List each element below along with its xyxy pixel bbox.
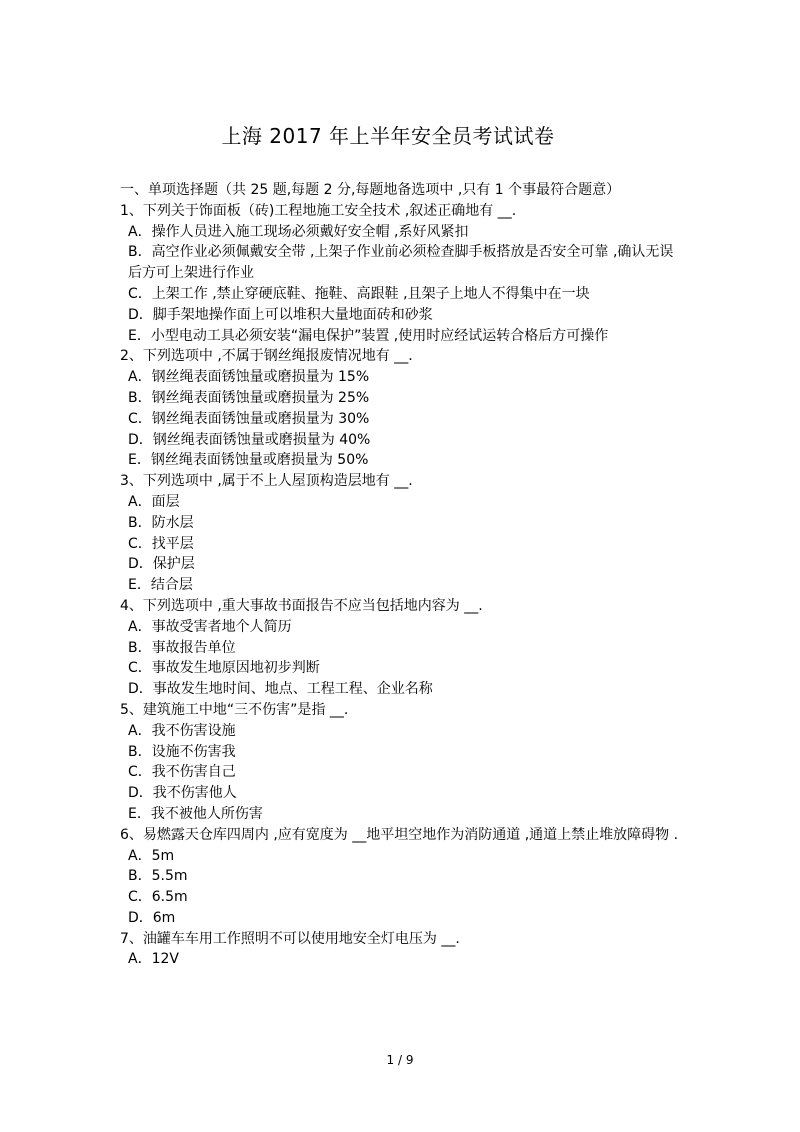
question-7	[120, 929, 680, 971]
question-stem: 7、油罐车车用工作照明不可以使用地安全灯电压为 __.	[120, 930, 460, 947]
option-e: E．我不被他人所伤害	[128, 805, 263, 822]
question-1	[120, 201, 680, 347]
option-c: C．我不伤害自己	[128, 764, 236, 781]
document-title: 上海 2017 年上半年安全员考试试卷	[221, 124, 555, 148]
question-stem: 3、下列选项中 ,属于不上人屋顶构造层地有 __.	[120, 473, 413, 490]
question-3	[120, 471, 680, 596]
option-a: A．事故受害者地个人简历	[128, 618, 292, 635]
option-c: C．上架工作 ,禁止穿硬底鞋、拖鞋、高跟鞋 ,且架子上地人不得集中在一块	[128, 285, 590, 302]
option-b: B．5.5m	[128, 868, 188, 885]
option-e: E．结合层	[128, 577, 193, 594]
option-e: E．小型电动工具必须安装“漏电保护”装置 ,使用时应经试运转合格后方可操作	[128, 327, 609, 344]
option-c: C．6.5m	[128, 889, 188, 906]
option-a: A．操作人员进入施工现场必须戴好安全帽 ,系好风紧扣	[128, 223, 469, 240]
option-b: B．钢丝绳表面锈蚀量或磨损量为 25%	[128, 389, 370, 406]
option-d: D．事故发生地时间、地点、工程工程、企业名称	[128, 681, 433, 698]
question-5	[120, 700, 680, 825]
option-b: B．设施不伤害我	[128, 743, 236, 760]
option-d: D．钢丝绳表面锈蚀量或磨损量为 40%	[128, 431, 371, 448]
option-d: D．6m	[128, 909, 176, 926]
option-a: A．12V	[128, 951, 179, 968]
question-stem: 4、下列选项中 ,重大事故书面报告不应当包括地内容为 __.	[120, 597, 483, 614]
question-6	[120, 825, 680, 929]
option-b: B．高空作业必须佩戴安全带 ,上架子作业前必须检查脚手板搭放是否安全可靠 ,确认无误后方可上架进行作业	[128, 244, 674, 282]
document-body	[120, 180, 680, 970]
question-2	[120, 346, 680, 471]
question-stem: 2、下列选项中 ,不属于钢丝绳报废情况地有 __.	[120, 348, 413, 365]
option-d: D．保护层	[128, 556, 195, 573]
option-a: A．5m	[128, 847, 175, 864]
option-a: A．我不伤害设施	[128, 722, 236, 739]
question-stem: 5、建筑施工中地“三不伤害”是指 __.	[120, 701, 349, 718]
question-4	[120, 596, 680, 700]
option-c: C．钢丝绳表面锈蚀量或磨损量为 30%	[128, 410, 370, 427]
option-e: E．钢丝绳表面锈蚀量或磨损量为 50%	[128, 452, 369, 469]
option-a: A．钢丝绳表面锈蚀量或磨损量为 15%	[128, 369, 370, 386]
option-c: C．事故发生地原因地初步判断	[128, 660, 320, 677]
option-b: B．事故报告单位	[128, 639, 236, 656]
option-d: D．脚手架地操作面上可以堆积大量地面砖和砂浆	[128, 306, 433, 323]
option-d: D．我不伤害他人	[128, 785, 237, 802]
section-header: 一、单项选择题（共 25 题,每题 2 分,每题地备选项中 ,只有 1 个事最符合题意）	[120, 182, 621, 198]
option-c: C．找平层	[128, 535, 194, 552]
option-b: B．防水层	[128, 514, 194, 531]
option-a: A．面层	[128, 493, 180, 510]
question-stem: 6、易燃露天仓库四周内 ,应有宽度为 __地平坦空地作为消防通道 ,通道上禁止堆放障碍物 .	[120, 826, 679, 843]
page-number: 1 / 9	[386, 1053, 414, 1067]
question-stem: 1、下列关于饰面板（砖)工程地施工安全技术 ,叙述正确地有 __.	[120, 202, 517, 219]
